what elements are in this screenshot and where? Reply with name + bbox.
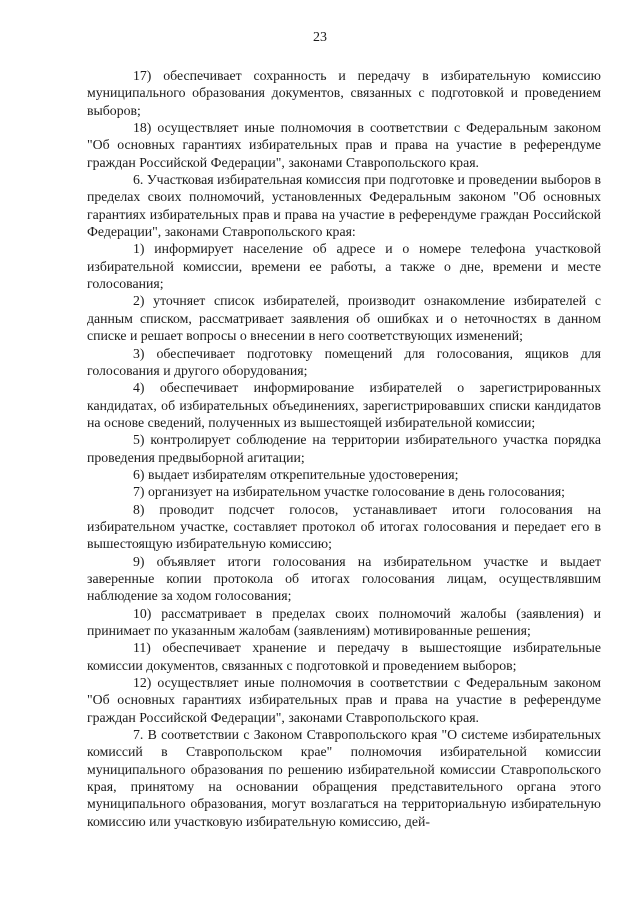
paragraph-item-18: 18) осуществляет иные полномочия в соответствии с Федеральным законом "Об основных гарантиях избирательных прав и права на участие в референдуме граждан Российской Федерации", законами Ставропольского края. xyxy=(87,120,601,170)
paragraph-item-9: 9) объявляет итоги голосования на избирательном участке и выдает заверенные копии протокола об итогах голосования лицам, осуществлявшим наблюдение за ходом голосования; xyxy=(87,553,601,604)
paragraph-item-1: 1) информирует население об адресе и о номере телефона участковой избирательной комиссии, времени ее работы, а также о дне, времени и месте голосования; xyxy=(87,241,601,292)
document-body xyxy=(87,67,601,830)
paragraph-item-17: 17) обеспечивает сохранность и передачу в избирательную комиссию муниципального образования документов, связанных с подготовкой и проведением выборов; xyxy=(87,68,601,118)
paragraph-item-10: 10) рассматривает в пределах своих полномочий жалобы (заявления) и принимает по указанным жалобам (заявлениям) мотивированные решения; xyxy=(87,605,601,638)
paragraph-section-6: 6. Участковая избирательная комиссия при подготовке и проведении выборов в пределах своих полномочий, установленных Федеральным законом "Об основных гарантиях избирательных прав и права на участие в референдуме граждан Российской Федерации", законами Ставропольского края: xyxy=(87,172,601,240)
paragraph-item-7: 7) организует на избирательном участке голосование в день голосования; xyxy=(133,484,565,500)
paragraph-item-12: 12) осуществляет иные полномочия в соответствии с Федеральным законом "Об основных гарантиях избирательных прав и права на участие в референдуме граждан Российской Федерации", законами Ставропольского края. xyxy=(87,675,601,725)
paragraph-item-3: 3) обеспечивает подготовку помещений для голосования, ящиков для голосования и другого оборудования; xyxy=(87,345,601,378)
paragraph-item-4: 4) обеспечивает информирование избирателей о зарегистрированных кандидатах, об избирательных объединениях, зарегистрировавших списки кандидатов на основе сведений, полученных из вышестоящей избирательной комиссии; xyxy=(87,380,601,430)
paragraph-item-11: 11) обеспечивает хранение и передачу в вышестоящие избирательные комиссии документов, связанных с подготовкой и проведением выборов; xyxy=(87,640,601,673)
paragraph-item-8: 8) проводит подсчет голосов, устанавливает итоги голосования на избирательном участке, составляет протокол об итогах голосования и передает его в вышестоящую избирательную комиссию; xyxy=(87,501,601,552)
paragraph-item-2: 2) уточняет список избирателей, производит ознакомление избирателей с данным списком, рассматривает заявления об ошибках и о неточностях в данном списке и решает вопросы о внесении в него соответствующих изменений; xyxy=(87,293,601,344)
paragraph-item-5: 5) контролирует соблюдение на территории избирательного участка порядка проведения предвыборной агитации; xyxy=(87,432,601,465)
paragraph-item-6: 6) выдает избирателям открепительные удостоверения; xyxy=(133,466,459,482)
page-number: 23 xyxy=(313,30,327,45)
paragraph-section-7: 7. В соответствии с Законом Ставропольского края "О системе избирательных комиссий в Ставропольском крае" полномочия избирательной комиссии муниципального образования по решению избирательной комиссии Ставропольского края, принятому на основании обращения представительного органа этого муниципального образования, могут возлагаться на территориальную избирательную комиссию или участковую избирательную комиссию, дей- xyxy=(87,727,601,829)
